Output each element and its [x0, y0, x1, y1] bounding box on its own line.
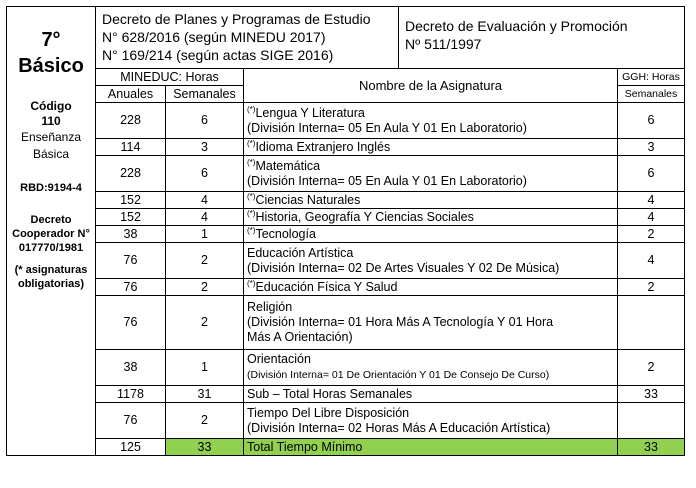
eval-decree-header: [399, 7, 685, 69]
subject-name: Tecnología: [255, 226, 316, 241]
free-label: Tiempo Del Libre Disposición: [247, 405, 410, 420]
plan-line3: N° 169/214 (según actas SIGE 2016): [102, 47, 334, 63]
curriculum-table-container: [6, 6, 685, 456]
subject-name: Idioma Extranjero Inglés: [255, 139, 391, 154]
decree-line3: 017770/1981: [18, 242, 84, 254]
grade-number: 7°: [41, 29, 61, 51]
subject-name: Orientación: [247, 352, 311, 366]
total-ggh: 33: [618, 439, 685, 456]
ggh-hours: 6: [618, 103, 685, 139]
curriculum-table: [6, 6, 685, 456]
mandatory-mark: (*): [247, 191, 256, 201]
table-row: [7, 243, 685, 279]
total-weekly: 33: [166, 439, 244, 456]
free-ggh: [618, 403, 685, 439]
subject-name-header: Nombre de la Asignatura: [244, 69, 618, 103]
ggh-weekly-header: Semanales: [618, 86, 685, 103]
total-label: Total Tiempo Mínimo: [244, 439, 618, 456]
annual-hours: 76: [96, 279, 166, 296]
table-row: [7, 103, 685, 139]
ggh-hours: 2: [618, 226, 685, 243]
subject-name: Ciencias Naturales: [255, 192, 361, 207]
subtotal-row: [7, 386, 685, 403]
ggh-hours-header: GGH: Horas: [618, 69, 685, 86]
weekly-hours: 2: [166, 279, 244, 296]
subject-cell: [244, 139, 618, 156]
table-row: [7, 296, 685, 350]
grade-label: Básico: [18, 55, 84, 77]
weekly-hours: 4: [166, 209, 244, 226]
annual-hours: 228: [96, 156, 166, 192]
annual-header: Anuales: [96, 86, 166, 103]
weekly-hours: 6: [166, 156, 244, 192]
table-row: [7, 350, 685, 386]
weekly-hours: 1: [166, 226, 244, 243]
decree-line2: Cooperador N°: [12, 228, 90, 240]
header-decrees-row: [7, 7, 685, 69]
weekly-hours: 1: [166, 350, 244, 386]
subject-name: Lengua Y Literatura: [255, 105, 365, 120]
subject-cell: [244, 279, 618, 296]
weekly-hours: 6: [166, 103, 244, 139]
subject-detail: (División Interna= 01 Hora Más A Tecnología Y 01 Hora: [247, 315, 554, 329]
free-annual: 76: [96, 403, 166, 439]
subject-cell: [244, 103, 618, 139]
subtotal-label: Sub – Total Horas Semanales: [244, 386, 618, 403]
weekly-hours: 3: [166, 139, 244, 156]
ggh-hours: 4: [618, 209, 685, 226]
ggh-hours: 4: [618, 192, 685, 209]
annual-hours: 38: [96, 350, 166, 386]
ggh-hours: 2: [618, 350, 685, 386]
mineduc-hours-header: MINEDUC: Horas: [96, 69, 244, 86]
annual-hours: 76: [96, 296, 166, 350]
note-line2: obligatorias): [17, 278, 84, 290]
subtotal-weekly: 31: [166, 386, 244, 403]
free-detail: (División Interna= 02 Horas Más A Educación Artística): [247, 420, 551, 435]
subject-detail: (División Interna= 01 De Orientación Y 01 De Consejo De Curso): [247, 369, 550, 381]
subject-name: Educación Artística: [247, 245, 354, 260]
ggh-hours: [618, 296, 685, 350]
plan-line1: Decreto de Planes y Programas de Estudio: [102, 11, 371, 27]
rbd-label: RBD:9194-4: [20, 182, 82, 194]
eval-line1: Decreto de Evaluación y Promoción: [405, 18, 628, 34]
weekly-hours: 2: [166, 243, 244, 279]
level-line1: Enseñanza: [20, 130, 82, 144]
subject-cell: [244, 296, 618, 350]
mandatory-mark: (*): [247, 157, 256, 167]
header-hours-row: [7, 69, 685, 86]
table-row: [7, 226, 685, 243]
subject-cell: [244, 350, 618, 386]
annual-hours: 76: [96, 243, 166, 279]
weekly-hours: 2: [166, 296, 244, 350]
weekly-hours: 4: [166, 192, 244, 209]
subtotal-ggh: 33: [618, 386, 685, 403]
eval-line2: Nº 511/1997: [405, 36, 482, 52]
total-annual: 125: [96, 439, 166, 456]
ggh-hours: 3: [618, 139, 685, 156]
subject-name: Educación Física Y Salud: [255, 279, 398, 294]
subject-detail: (División Interna= 05 En Aula Y 01 En Laboratorio): [247, 120, 527, 135]
code-label: Código: [30, 99, 72, 113]
subject-cell: [244, 192, 618, 209]
free-time-row: [7, 403, 685, 439]
ggh-hours: 2: [618, 279, 685, 296]
subject-name: Matemática: [255, 158, 321, 173]
table-row: [7, 192, 685, 209]
total-row: [7, 439, 685, 456]
code-value: 110: [41, 114, 61, 128]
subject-cell: [244, 226, 618, 243]
note-line1: (* asignaturas: [14, 264, 88, 276]
plan-decree-header: [96, 7, 399, 69]
table-row: [7, 279, 685, 296]
mandatory-mark: (*): [247, 104, 256, 114]
subject-cell: [244, 209, 618, 226]
free-weekly: 2: [166, 403, 244, 439]
annual-hours: 152: [96, 209, 166, 226]
ggh-hours: 4: [618, 243, 685, 279]
subject-cell: [244, 243, 618, 279]
decree-line1: Decreto: [30, 214, 72, 226]
mandatory-mark: (*): [247, 278, 256, 288]
table-row: [7, 156, 685, 192]
subject-detail: (División Interna= 02 De Artes Visuales Y 02 De Música): [247, 260, 560, 275]
annual-hours: 152: [96, 192, 166, 209]
table-row: [7, 209, 685, 226]
ggh-hours: 6: [618, 156, 685, 192]
annual-hours: 114: [96, 139, 166, 156]
table-row: [7, 139, 685, 156]
annual-hours: 228: [96, 103, 166, 139]
subject-name: Religión: [247, 300, 293, 314]
mandatory-mark: (*): [247, 225, 256, 235]
mandatory-mark: (*): [247, 208, 256, 218]
subject-cell: [244, 156, 618, 192]
annual-hours: 38: [96, 226, 166, 243]
subject-detail-cont: Más A Orientación): [247, 330, 353, 344]
mandatory-mark: (*): [247, 138, 256, 148]
level-line2: Básica: [32, 147, 70, 161]
free-cell: [244, 403, 618, 439]
grade-info-cell: [7, 7, 96, 456]
weekly-header: Semanales: [166, 86, 244, 103]
subject-name: Historia, Geografía Y Ciencias Sociales: [255, 209, 474, 224]
subject-detail: (División Interna= 05 En Aula Y 01 En Laboratorio): [247, 173, 527, 188]
subtotal-annual: 1178: [96, 386, 166, 403]
plan-line2: N° 628/2016 (según MINEDU 2017): [102, 29, 326, 45]
